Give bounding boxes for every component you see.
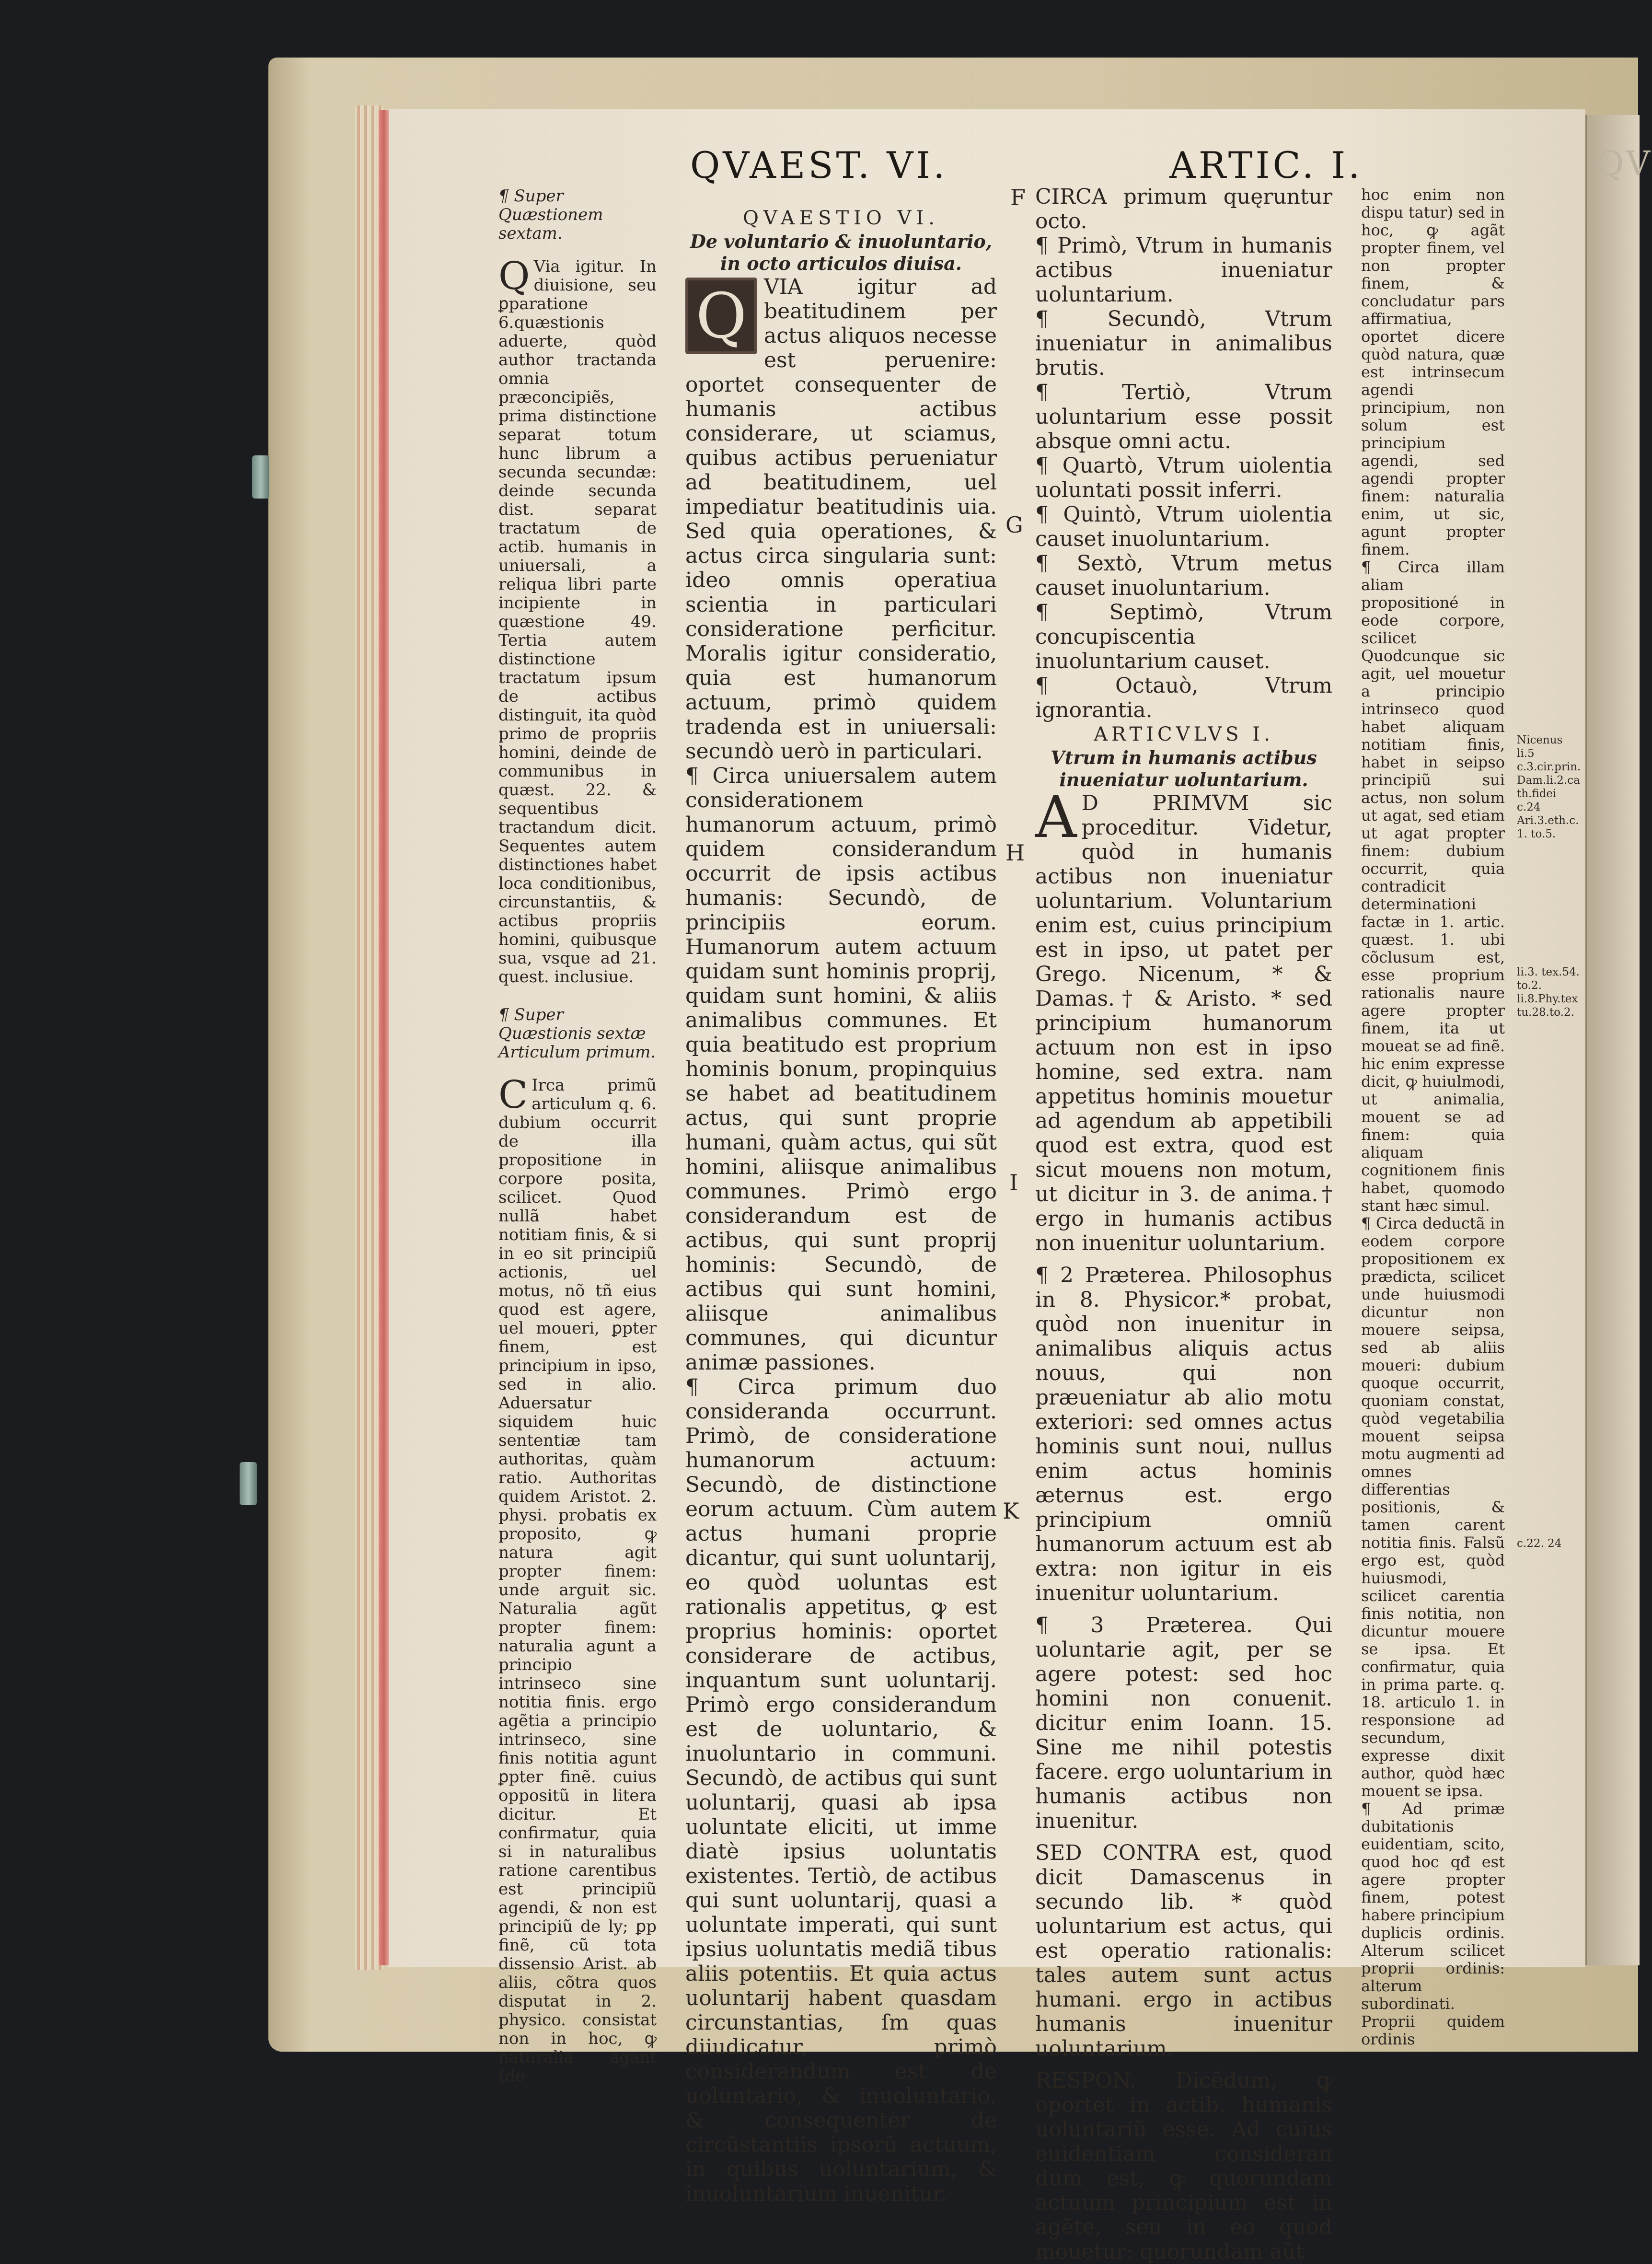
left-commentary xyxy=(498,187,657,2105)
commentary-heading: ¶ Super Quæstionis sextæ Articulum primum. xyxy=(498,1005,656,1062)
right-commentary xyxy=(1361,186,1505,2048)
running-head-question: QVAEST. VI. xyxy=(690,144,948,186)
question-subtitle: De voluntario & inuoluntario, in octo articulos diuisa. xyxy=(690,231,993,274)
article-title: ARTICVLVS I. xyxy=(1094,723,1274,745)
margin-letter-k: K xyxy=(1003,1498,1019,1524)
marginal-citations xyxy=(1517,733,1582,1579)
article-paragraph: A D PRIMVM sic proceditur. Videtur, quòd in humanis actibus non inueniatur uoluntarium. Voluntarium enim est, cuius principium est in ipso, ut patet per Grego. Nicenum, * & Damas.† & Aristo. * sed principium humanorum actuum non est in ipso homine, sed extra. nam appetitus hominis mouetur ad agendum ab appetibili quod est extra, quod est sicut mouens non motum, ut dicitur in 3. de anima.† ergo in humanis actibus non inuenitur uoluntarium. xyxy=(1035,784,1332,1255)
red-page-edge xyxy=(379,110,389,1965)
facing-page-edge xyxy=(1585,115,1652,1965)
question-title: QVAESTIO VI. xyxy=(743,207,939,229)
question-list-item: ¶ Septimò, Vtrum concupiscentia inuoluntarium causet. xyxy=(1035,600,1332,673)
commentary-heading: ¶ Super Quæstionem sextam. xyxy=(498,186,603,243)
margin-letter-h: H xyxy=(1005,840,1025,866)
commentary-paragraph: ¶ Circa illam aliam propositioné in eode corpore, scilicet Quodcunque sic agit, uel mouetur a principio intrinseco quod habet aliquam notitiam finis, habet in seipso principiũ sui actus, non solum ut agat, sed etiam ut agat propter finem: dubium occurrit, quia contradicit determinationi factæ in 1. artic. quæst. 1. ubi cõclusum est, esse proprium rationalis naure agere propter finem, ita ut moueat se ad finẽ. hic enim expresse dicit, ꝙ huiulmodi, ut animalia, mouent se ad finem: quia aliquam cognitionem finis habet, quomodo stant hæc simul. xyxy=(1361,558,1505,1215)
clasp-upper xyxy=(252,455,269,499)
citation-note: li.3. tex.54. to.2. li.8.Phy.tex tu.28.to.2. xyxy=(1517,966,1580,1019)
question-list-item: ¶ Quintò, Vtrum uiolentia causet inuoluntarium. xyxy=(1035,502,1332,551)
main-paragraph: ¶ Circa uniuersalem autem considerationem humanorum actuum, primò quidem considerandum occurrit de ipsis actibus humanis: Secundò, de principiis eorum. Humanorum autem actuum quidam sunt hominis proprij, quidam sunt homini, & aliis animalibus communes. Et quia beatitudo est proprium hominis bonum, propinquius se habet ad beatitudinem actus, qui sunt proprie humani, quàm actus, qui sũt homini, aliisque animalibus communes. Primò ergo considerandum est de actibus, qui sunt proprij hominis: Secundò, de actibus qui sunt homini, aliisque animalibus communes, qui dicuntur animæ passiones. xyxy=(685,764,997,1375)
citation-note: c.22. 24 xyxy=(1517,1537,1562,1550)
question-list-item: CIRCA primum quęruntur octo. xyxy=(1035,185,1332,233)
drop-cap: A xyxy=(1035,784,1077,851)
article-paragraph: ¶ 2 Præterea. Philosophus in 8. Physicor.* probat, quòd non inuenitur in animalibus aliquis actus nouus, qui non præueniatur ab alio motu exteriori: sed omnes actus hominis sunt noui, nullus enim actus hominis æternus est. ergo principium omniũ humanorum actuum est ab extra: non igitur in eis inuenitur uoluntarium. xyxy=(1035,1263,1332,1605)
question-list-item: ¶ Sextò, Vtrum metus causet inuoluntarium. xyxy=(1035,551,1332,600)
margin-letter-g: G xyxy=(1005,512,1023,538)
question-list-item: ¶ Primò, Vtrum in humanis actibus inueniatur uoluntarium. xyxy=(1035,233,1332,307)
article-paragraph: RESPON. Dicẽdum, ꝙ oportet in actib. humanis uoluntariũ esse. Ad cuius euidentiam consideran dum est, ꝙ quorundam actuum principium est in agẽte, seu in eo quod mouetur: quorundam aũt xyxy=(1035,2068,1332,2264)
article-subtitle: Vtrum in humanis actibus inueniatur uoluntarium. xyxy=(1051,747,1317,790)
commentary-paragraph: hoc enim non dispu tatur) sed in hoc, ꝙ agãt propter finem, vel non propter finem, & concludatur pars affirmatiua, oportet dicere quòd natura, quæ est intrinsecum agendi principium, non solum est principium agendi, sed agendi propter finem: naturalia enim, ut sic, agunt propter finem. xyxy=(1361,186,1505,558)
question-list-item: ¶ Octauò, Vtrum ignorantia. xyxy=(1035,673,1332,722)
main-paragraph: ¶ Circa primum duo consideranda occurrunt. Primò, de consideratione humanorum actuum: Secundò, de distinctione eorum actuum. Cùm autem actus humani proprie dicantur, qui sunt uoluntarij, eo quòd uoluntas est rationalis appetitus, ꝙ est proprius hominis: oportet considerare de actibus, inquantum sunt uoluntarij. Primò ergo considerandum est de uoluntario, & inuoluntario in communi. Secundò, de actibus qui sunt uoluntarij, quasi ab ipsa uoluntate eliciti, ut imme diatè ipsius uoluntatis existentes. Tertiò, de actibus qui sunt uoluntarij, quasi a uoluntate imperati, qui sunt ipsius uoluntatis mediã tibus aliis potentiis. Et quia actus uoluntarij habent quasdam circunstantias, ſm quas diiudicatur, primò considerandum est de uoluntario, & inuoluntario, & consequenter de circũstantiis ipsorũ actuum, in quibus uoluntarium, & inuoluntarium inuenitur. xyxy=(685,1375,997,2206)
article-column xyxy=(1035,185,1332,2264)
show-through-text: QV xyxy=(1596,144,1652,183)
drop-cap: Q xyxy=(498,254,530,298)
question-list-item: ¶ Secundò, Vtrum inueniatur in animalibus brutis. xyxy=(1035,307,1332,380)
citation-note: Nicenus li.5 c.3.cir.prin. Dam.li.2.ca th.fidei c.24 Ari.3.eth.c. 1. to.5. xyxy=(1517,734,1581,840)
ornamental-initial: Q xyxy=(685,278,757,354)
commentary-paragraph: Q Via igitur. In diuisione, seu ꝑparatione 6.quæstionis aduerte, quòd author tractanda omnia præconcipiẽs, prima distinctione separat totum hunc librum a secunda secundæ: deinde secunda dist. separat tractatum de actib. humanis in uniuersali, a reliqua libri parte incipiente in quæstione 49. Tertia autem distinctione tractatum ipsum de actibus distinguit, ita quòd primo de propriis homini, deinde de communibus in quæst. 22. & sequentibus tractandum dicit. Sequentes autem distinctiones habet loca conditionibus, circunstantiis, & actibus propriis homini, quibusque sua, vsque ad 21. quest. inclusiue. xyxy=(498,254,657,987)
question-list-item: ¶ Tertiò, Vtrum uoluntarium esse possit absque omni actu. xyxy=(1035,380,1332,453)
drop-cap: C xyxy=(498,1072,528,1117)
running-head-article: ARTIC. I. xyxy=(1169,144,1363,186)
article-paragraph: SED CONTRA est, quod dicit Damascenus in secundo lib. * quòd uoluntarium est actus, qui est operatio rationalis: tales autem sunt actus humani. ergo in actibus humanis inuenitur uoluntarium. xyxy=(1035,1841,1332,2061)
commentary-paragraph: ¶ Circa deductã in eodem corpore propositionem ex prædicta, scilicet unde huiusmodi dicuntur non mouere seipsa, sed ab aliis moueri: dubium quoque occurrit, quoniam constat, quòd vegetabilia mouent seipsa motu augmenti ad omnes differentias positionis, & tamen carent notitia finis. Falsũ ergo est, quòd huiusmodi, scilicet carentia finis notitia, non dicuntur mouere se ipsa. Et confirmatur, quia in prima parte. q. 18. articulo 1. in responsione ad secundum, expresse dixit author, quòd hæc mouent se ipsa. xyxy=(1361,1214,1505,1800)
margin-letter-f: F xyxy=(1010,185,1026,210)
commentary-paragraph: ¶ Ad primæ dubitationis euidentiam, scito, quod hoc qđ est agere propter finem, potest habere principium duplicis ordinis. Alterum scilicet proprii ordinis: alterum subordinati. Proprii quidem ordinis xyxy=(1361,1800,1505,2048)
commentary-paragraph: C Irca primũ articulum q. 6. dubium occurrit de illa propositione in corpore posita, scilicet. Quod nullã habet notitiam finis, & si in eo sit principiũ actionis, uel motus, nõ tñ eius quod est agere, uel moueri, ꝑpter finem, est principium in ipso, sed in alio. Aduersatur siquidem huic sententiæ tam authoritas, quàm ratio. Authoritas quidem Aristot. 2. physi. probatis ex proposito, ꝙ natura agit propter finem: unde arguit sic. Naturalia agũt propter finem: naturalia agunt a principio intrinseco sine notitia finis. ergo agẽtia a principio intrinseco, sine finis notitia agunt ꝑpter finẽ. cuius oppositũ in litera dicitur. Et confirmatur, quia si in naturalibus ratione carentibus est principiũ agendi, & non est principiũ de ly; ꝑp finẽ, cũ tota dissensio Arist. ab aliis, cõtra quos disputat in 2. physico. consistat non in hoc, ꝙ naturalia agant (de xyxy=(498,1072,657,2086)
margin-letter-i: I xyxy=(1009,1170,1018,1196)
clasp-lower xyxy=(240,1462,257,1505)
main-paragraph: Q VIA igitur ad beatitudinem per actus aliquos necesse est peruenire: oportet consequenter de humanis actibus considerare, ut sciamus, quibus actibus perueniatur ad beatitudinem, uel impediatur beatitudinis uia. Sed quia operationes, & actus circa singularia sunt: ideo omnis operatiua scientia in particulari consideratione perficitur. Moralis igitur consideratio, quia est humanorum actuum, primò quidem tradenda est in uniuersali: secundò uerò in particulari. xyxy=(685,275,997,764)
article-paragraph: ¶ 3 Præterea. Qui uoluntarie agit, per se agere potest: sed hoc homini non conuenit. dicitur enim Ioann. 15. Sine me nihil potestis facere. ergo uoluntarium in humanis actibus non inuenitur. xyxy=(1035,1613,1332,1833)
question-list-item: ¶ Quartò, Vtrum uiolentia uoluntati possit inferri. xyxy=(1035,453,1332,502)
main-text-column xyxy=(685,206,997,2206)
